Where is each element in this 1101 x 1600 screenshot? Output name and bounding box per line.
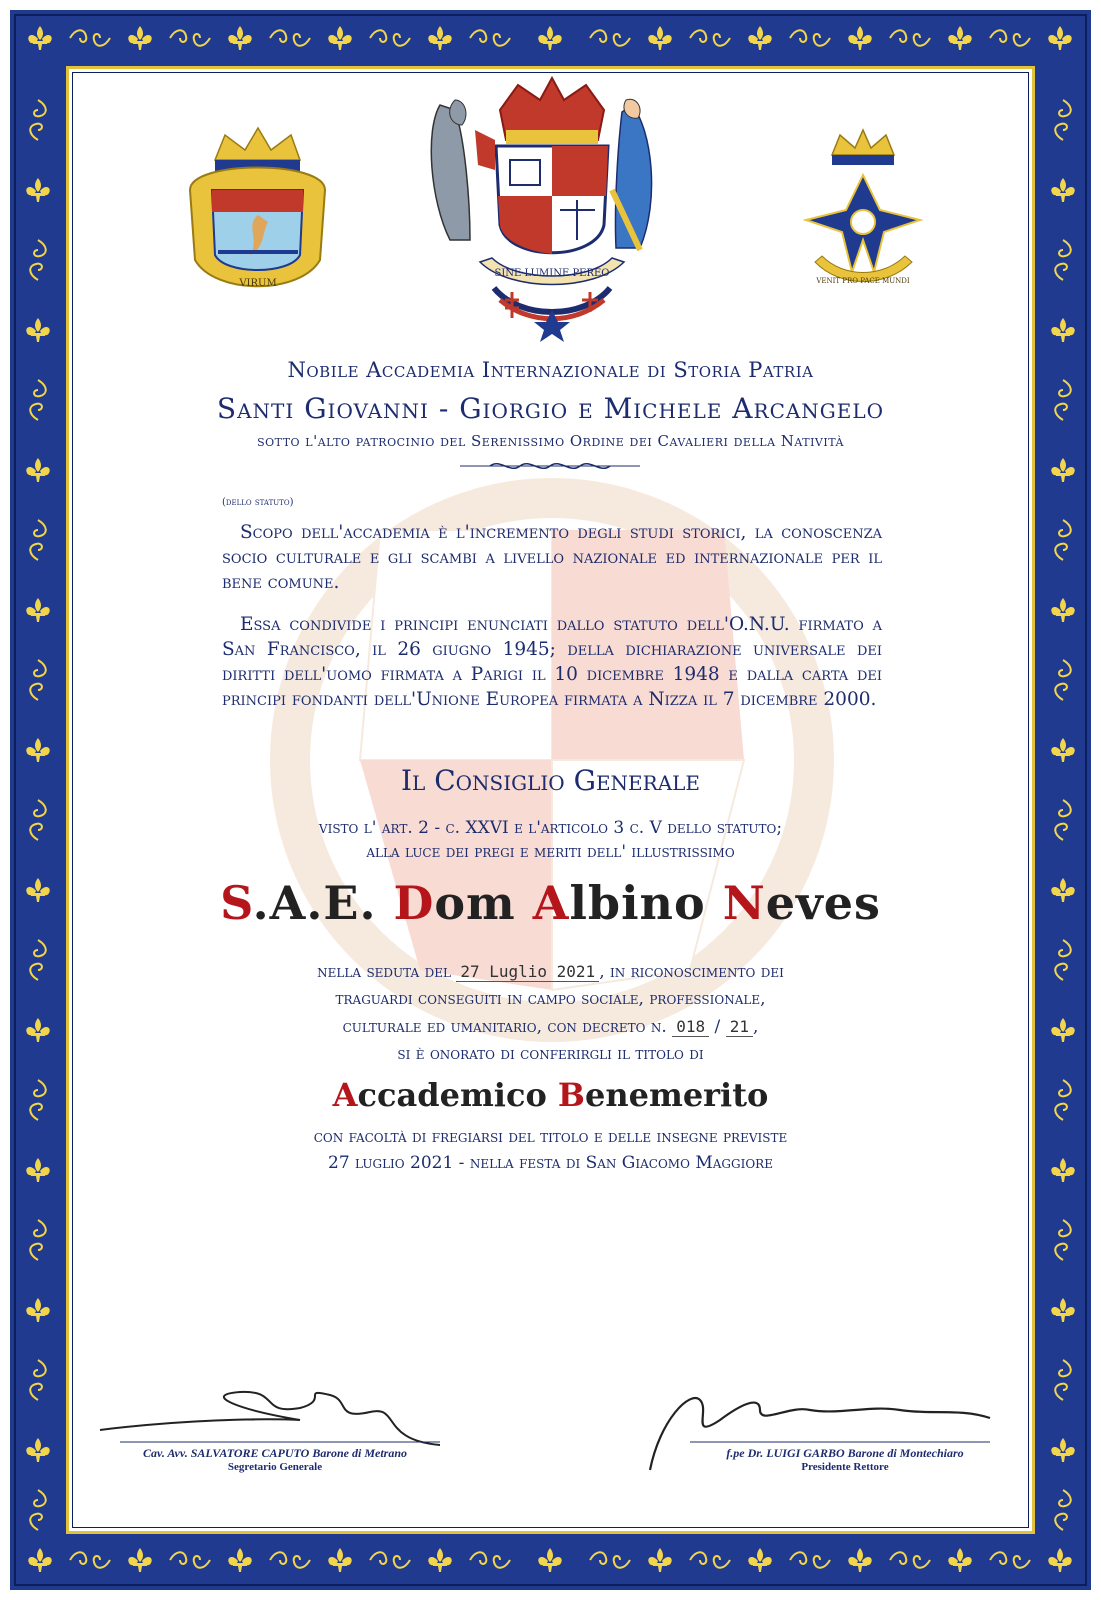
right-signatory-role: Presidente Rettore	[801, 1461, 889, 1473]
decree-year: 21	[726, 1017, 753, 1037]
decree-separator: /	[714, 1017, 721, 1037]
academy-name: Nobile Accademia Internazionale di Storia Patria	[287, 358, 814, 382]
session-prefix: nella seduta del	[317, 962, 451, 982]
left-signature-scribble	[100, 1392, 440, 1445]
visto-line-2: alla luce dei pregi e meriti dell' illustrissimo	[366, 842, 735, 862]
decree-prefix: culturale ed umanitario, con decreto n.	[342, 1017, 667, 1037]
left-crest-motto: VIRUM	[239, 278, 277, 289]
left-signatory	[110, 1446, 440, 1473]
central-crest-motto: SINE LUMINE PEREO	[494, 268, 610, 279]
purpose-paragraph: Scopo dell'accademia è l'incremento degli studi storici, la conoscenza socio culturale e gli scambi a livello nazionale ed internazionale per il bene comune.	[222, 522, 882, 593]
left-signatory-role: Segretario Generale	[227, 1461, 323, 1473]
right-signatory	[680, 1446, 1010, 1473]
right-signatory-name: f.pe Dr. LUIGI GARBO Barone di Montechiaro	[726, 1446, 964, 1460]
decree-suffix: ,	[752, 1017, 759, 1037]
session-line-2: traguardi conseguiti in campo sociale, professionale,	[335, 989, 766, 1009]
session-date: 27 Luglio 2021	[456, 962, 599, 982]
visto-line-1: visto l' art. 2 - c. XXVI e l'articolo 3 c. V dello statuto;	[318, 818, 783, 838]
recipient-name: S.A.E. Dom Albino Neves	[220, 876, 881, 930]
closing-line-2: 27 luglio 2021 - nella festa di San Giacomo Maggiore	[328, 1153, 773, 1173]
patronage-line: sotto l'alto patrocinio del Serenissimo Ordine dei Cavalieri della Natività	[257, 432, 844, 450]
left-signatory-name: Cav. Avv. SALVATORE CAPUTO Barone di Metrano	[142, 1446, 408, 1460]
conferred-title: Accademico Benemerito	[332, 1076, 769, 1114]
right-crest-motto: VENIT PRO PACE MUNDI	[816, 277, 910, 285]
decree-number: 018	[672, 1017, 709, 1037]
session-line-1-suffix: , in riconoscimento dei	[599, 962, 784, 982]
saints-line: Santi Giovanni - Giorgio e Michele Arcangelo	[216, 392, 885, 425]
council-heading: Il Consiglio Generale	[400, 764, 701, 797]
statute-note: (dello statuto)	[222, 497, 294, 508]
session-line-4: si è onorato di conferirgli il titolo di	[397, 1044, 704, 1064]
closing-line-1: con facoltà di fregiarsi del titolo e delle insegne previste	[313, 1127, 788, 1147]
principles-paragraph: Essa condivide i principi enunciati dallo statuto dell'O.N.U. firmato a San Francisco, il 26 giugno 1945; della dichiarazione universale dei diritti dell'uomo firmata a Parigi il 10 dicembre 1948 e dalla carta dei principi fondanti dell'Unione Europea firmata a Nizza il 7 dicembre 2000.	[222, 614, 882, 710]
